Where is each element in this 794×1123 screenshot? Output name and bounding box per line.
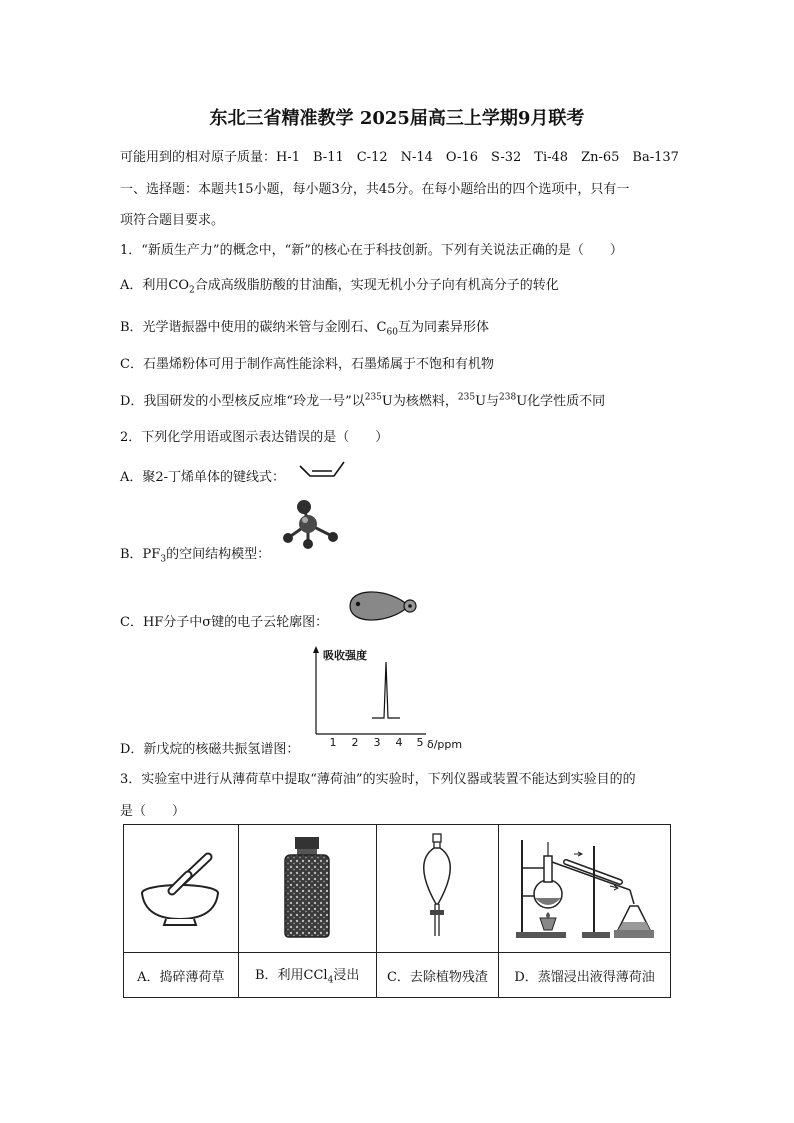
q3-caption-b-post: 浸出 — [333, 968, 360, 984]
sigma-bond-electron-cloud — [346, 586, 418, 628]
nmr-spectrum — [300, 644, 470, 752]
q2-option-b — [120, 543, 270, 565]
q2-option-d: D．新戊烷的核磁共振氢谱图： — [120, 742, 300, 757]
nmr-tick-4: 4 — [395, 736, 403, 749]
q1-d-post: U化学性质不同 — [516, 394, 606, 409]
q2-option-c: C．HF分子中σ键的电子云轮廓图： — [120, 615, 329, 630]
q1-b-post: 互为同素异形体 — [397, 320, 489, 335]
separatory-funnel-image — [412, 832, 462, 942]
q2-option-a: A．聚2-丁烯单体的键线式： — [120, 470, 286, 485]
q1-d-mid1: U为核燃料， — [381, 394, 458, 409]
q3-caption-b — [238, 953, 376, 998]
exam-title: 东北三省精准教学 2025届高三上学期9月联考 — [209, 108, 585, 129]
q1-d-sup1: 235 — [364, 392, 382, 403]
mortar-pestle-image — [136, 847, 226, 927]
nmr-tick-2: 2 — [351, 736, 359, 749]
skeletal-formula-figure — [298, 456, 348, 480]
pf3-ball-stick-model — [278, 498, 344, 550]
q1-a-sub: 2 — [189, 285, 195, 296]
q1-option-b — [120, 316, 489, 338]
nmr-peak — [372, 662, 400, 718]
reagent-bottle-image — [277, 835, 337, 939]
q3-cell-c-image — [376, 825, 498, 953]
q1-stem: 1．“新质生产力”的概念中，“新”的核心在于科技创新。下列有关说法正确的是（ ） — [120, 243, 623, 258]
q3-cell-d-image — [499, 825, 671, 953]
q1-option-a — [120, 274, 559, 296]
q2-b-post: 的空间结构模型： — [166, 547, 271, 562]
q1-b-pre: B．光学谐振器中使用的碳纳米管与金刚石、C — [120, 320, 387, 335]
q1-d-mid2: U与 — [475, 394, 500, 409]
q1-a-pre: A．利用CO — [120, 278, 189, 293]
nmr-tick-1: 1 — [329, 736, 337, 749]
atomic-masses: 可能用到的相对原子质量：H-1 B-11 C-12 N-14 O-16 S-32 Ti-48 Zn-65 Ba-137 — [120, 150, 679, 165]
q1-d-sup2: 235 — [457, 392, 476, 403]
q3-options-table — [123, 824, 671, 998]
q3-caption-d: D．蒸馏浸出液得薄荷油 — [499, 953, 671, 998]
nmr-y-arrow — [313, 646, 319, 653]
q3-cell-b-image — [238, 825, 376, 953]
q3-cell-a-image — [124, 825, 239, 953]
q1-option-c: C．石墨烯粉体可用于制作高性能涂料，石墨烯属于不饱和有机物 — [120, 357, 494, 372]
q3-caption-b-pre: B．利用CCl — [254, 968, 328, 984]
nmr-y-label: 吸收强度 — [323, 649, 367, 662]
q1-a-post: 合成高级脂肪酸的甘油酯，实现无机小分子向有机高分子的转化 — [194, 278, 559, 293]
nmr-tick-3: 3 — [373, 736, 381, 749]
q1-b-sub: 60 — [386, 327, 398, 338]
section-instruction-line2: 项符合题目要求。 — [120, 213, 225, 228]
q3-stem-line2: 是（ ） — [120, 804, 186, 819]
q2-b-pre: B．PF — [120, 547, 161, 562]
distillation-apparatus-image — [510, 832, 660, 942]
q3-caption-a: A．捣碎薄荷草 — [124, 953, 239, 998]
q1-option-d — [120, 390, 605, 409]
q2-stem: 2．下列化学用语或图示表达错误的是（ ） — [120, 430, 389, 445]
section-instruction-line1: 一、选择题：本题共15小题，每小题3分，共45分。在每小题给出的四个选项中，只有一 — [120, 182, 630, 197]
q3-caption-c: C．去除植物残渣 — [376, 953, 498, 998]
q1-d-pre: D．我国研发的小型核反应堆“玲龙一号”以 — [120, 394, 365, 409]
q3-caption-b-sub: 4 — [327, 975, 334, 986]
q3-stem-line1: 3．实验室中进行从薄荷草中提取“薄荷油”的实验时，下列仪器或装置不能达到实验目的的 — [120, 772, 636, 787]
q2-b-sub: 3 — [160, 554, 167, 565]
nmr-tick-5: 5 — [416, 736, 424, 749]
nmr-x-label: δ/ppm — [427, 738, 463, 751]
q1-d-sup3: 238 — [499, 392, 517, 403]
